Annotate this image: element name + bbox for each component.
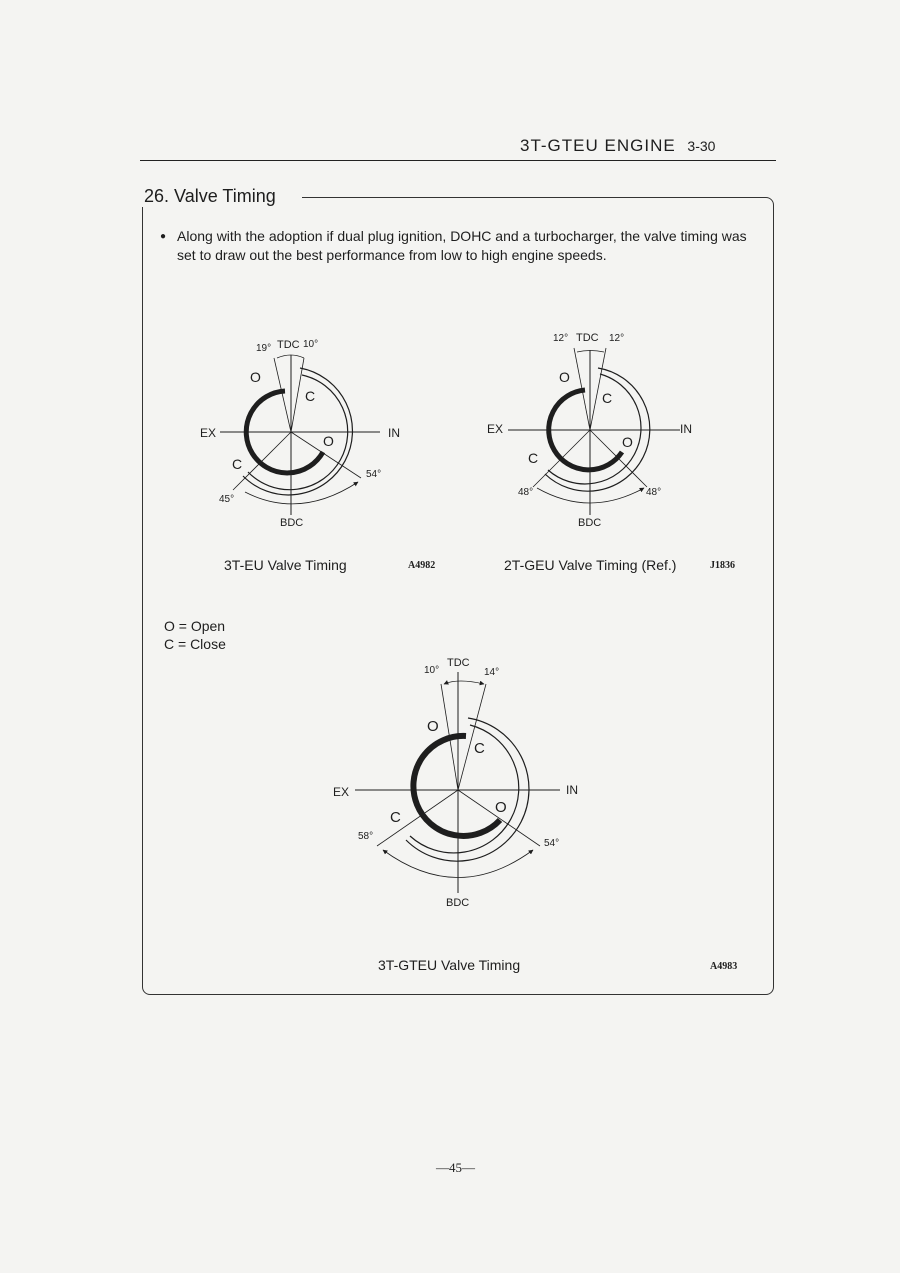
ex-label: EX: [200, 426, 217, 440]
legend-open: O = Open: [164, 618, 226, 634]
page-header: [520, 136, 715, 156]
bdc-right-angle: 54°: [544, 838, 560, 849]
tdc-left-angle: 12°: [553, 333, 569, 344]
legend-close: C = Close: [164, 636, 226, 652]
valve-timing-diagram-2t-geu: [480, 320, 700, 535]
diagram-caption-3t-eu: 3T-EU Valve Timing: [224, 557, 347, 573]
header-page-ref: 3-30: [687, 138, 716, 154]
tdc-right-angle: 14°: [484, 667, 500, 678]
valve-timing-diagram-3t-gteu: [330, 650, 590, 915]
intake-open-label: O: [323, 433, 334, 449]
intake-open-label: O: [622, 434, 633, 450]
bdc-left-angle: 48°: [518, 487, 534, 498]
exhaust-close-label: C: [528, 450, 539, 466]
bdc-right-angle: 54°: [366, 469, 382, 480]
figure-code-3t-eu: A4982: [408, 560, 436, 571]
page-number: —45—: [436, 1160, 475, 1175]
section-title: 26. Valve Timing: [142, 186, 302, 207]
tdc-label: TDC: [277, 339, 300, 351]
tdc-label: TDC: [447, 657, 470, 669]
valve-timing-diagram-3t-eu: [190, 325, 410, 535]
bdc-label: BDC: [280, 517, 304, 529]
bdc-label: BDC: [578, 517, 602, 529]
tdc-right-angle: 10°: [303, 339, 319, 350]
ex-label: EX: [487, 422, 504, 436]
bullet-text: Along with the adoption if dual plug ignition, DOHC and a turbocharger, the valve timing was set to draw out the best performance from low to high engine speeds.: [177, 228, 747, 263]
intake-arc-outer: [243, 368, 352, 495]
bullet-dot-icon: ●: [160, 231, 167, 242]
intake-open-label: O: [495, 799, 507, 816]
intake-close-label: C: [474, 740, 485, 757]
intake-close-label: C: [305, 388, 316, 404]
tdc-left-angle: 10°: [424, 665, 440, 676]
exhaust-open-label: O: [427, 718, 439, 735]
figure-code-2t-geu: J1836: [710, 560, 735, 571]
figure-code-3t-gteu: A4983: [710, 961, 738, 972]
exhaust-open-label: O: [559, 369, 570, 385]
exhaust-close-label: C: [390, 809, 401, 826]
diagram-caption-3t-gteu: 3T-GTEU Valve Timing: [378, 957, 521, 973]
header-title: 3T-GTEU ENGINE: [520, 136, 676, 155]
tdc-right-angle: 12°: [609, 333, 625, 344]
diagram-caption-2t-geu: 2T-GEU Valve Timing (Ref.): [504, 557, 677, 573]
in-label: IN: [680, 422, 692, 436]
in-label: IN: [388, 426, 400, 440]
header-rule: [140, 160, 776, 161]
bullet-paragraph: [160, 227, 765, 265]
ex-label: EX: [333, 785, 350, 799]
bdc-label: BDC: [446, 897, 470, 909]
tdc-left-angle: 19°: [256, 343, 272, 354]
exhaust-open-label: O: [250, 369, 261, 385]
tdc-label: TDC: [576, 332, 599, 344]
exhaust-close-label: C: [232, 456, 243, 472]
bdc-left-angle: 58°: [358, 831, 374, 842]
legend: [164, 617, 226, 653]
intake-close-label: C: [602, 390, 613, 406]
bdc-right-angle: 48°: [646, 487, 662, 498]
in-label: IN: [566, 783, 578, 797]
bdc-left-angle: 45°: [219, 494, 235, 505]
